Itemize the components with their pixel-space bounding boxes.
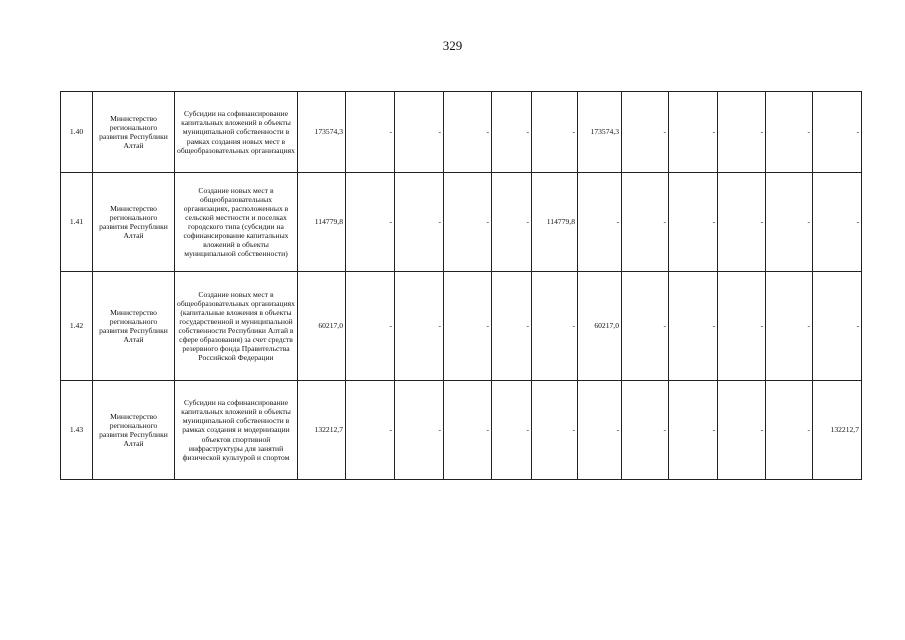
year-value-cell: 114779,8	[532, 173, 578, 272]
year-value-cell: 60217,0	[578, 272, 622, 381]
description-cell: Субсидии на софинансирование капитальных вложений в объекты муниципальной собственности в рамках создания и модернизации объектов спортивной инфраструктуры для занятий физической культурой и спортом	[175, 381, 298, 480]
row-number: 1.43	[61, 381, 93, 480]
description-cell: Создание новых мест в общеобразовательных организациях, расположенных в сельской местности и поселках городского типа (субсидии на софинансирование капитальных вложений в объекты муниципальной собственности)	[175, 173, 298, 272]
total-cell: 60217,0	[298, 272, 346, 381]
budget-table	[60, 91, 862, 480]
page-number: 329	[442, 38, 463, 53]
row-number: 1.41	[61, 173, 93, 272]
year-value-cell: -	[813, 272, 862, 381]
year-value-cell: -	[622, 92, 669, 173]
total-cell: 132212,7	[298, 381, 346, 480]
table-row	[61, 173, 862, 272]
year-value-cell: -	[346, 92, 395, 173]
year-value-cell: -	[532, 381, 578, 480]
year-value-cell: -	[669, 92, 718, 173]
total-cell: 114779,8	[298, 173, 346, 272]
year-value-cell: -	[718, 381, 766, 480]
year-value-cell: -	[718, 92, 766, 173]
organization-cell: Министерство регионального развития Республики Алтай	[93, 173, 175, 272]
organization-cell: Министерство регионального развития Республики Алтай	[93, 381, 175, 480]
year-value-cell: -	[766, 173, 813, 272]
year-value-cell: -	[444, 92, 492, 173]
year-value-cell: -	[718, 272, 766, 381]
table-row	[61, 272, 862, 381]
row-number: 1.42	[61, 272, 93, 381]
table-row	[61, 92, 862, 173]
year-value-cell: -	[532, 272, 578, 381]
year-value-cell: -	[346, 272, 395, 381]
description-cell: Субсидии на софинансирование капитальных вложений в объекты муниципальной собственности в рамках создания новых мест в общеобразовательных организациях	[175, 92, 298, 173]
year-value-cell: -	[578, 173, 622, 272]
year-value-cell: -	[346, 381, 395, 480]
organization-cell: Министерство регионального развития Республики Алтай	[93, 272, 175, 381]
year-value-cell: -	[395, 272, 444, 381]
year-value-cell: 132212,7	[813, 381, 862, 480]
year-value-cell: -	[813, 92, 862, 173]
year-value-cell: -	[669, 272, 718, 381]
year-value-cell: -	[492, 173, 532, 272]
year-value-cell: -	[766, 381, 813, 480]
year-value-cell: -	[444, 381, 492, 480]
year-value-cell: -	[444, 173, 492, 272]
year-value-cell: -	[444, 272, 492, 381]
year-value-cell: -	[622, 173, 669, 272]
year-value-cell: 173574,3	[578, 92, 622, 173]
year-value-cell: -	[395, 92, 444, 173]
year-value-cell: -	[766, 92, 813, 173]
year-value-cell: -	[718, 173, 766, 272]
year-value-cell: -	[669, 173, 718, 272]
organization-cell: Министерство регионального развития Республики Алтай	[93, 92, 175, 173]
year-value-cell: -	[622, 272, 669, 381]
year-value-cell: -	[346, 173, 395, 272]
table-row	[61, 381, 862, 480]
year-value-cell: -	[492, 381, 532, 480]
year-value-cell: -	[395, 381, 444, 480]
year-value-cell: -	[532, 92, 578, 173]
year-value-cell: -	[578, 381, 622, 480]
year-value-cell: -	[492, 272, 532, 381]
year-value-cell: -	[395, 173, 444, 272]
row-number: 1.40	[61, 92, 93, 173]
description-cell: Создание новых мест в общеобразовательных организациях (капитальные вложения в объекты государственной и муниципальной собственности Республики Алтай в сфере образования) за счет средств резервного фонда Правительства Российской Федерации	[175, 272, 298, 381]
year-value-cell: -	[622, 381, 669, 480]
year-value-cell: -	[492, 92, 532, 173]
year-value-cell: -	[766, 272, 813, 381]
total-cell: 173574,3	[298, 92, 346, 173]
year-value-cell: -	[669, 381, 718, 480]
year-value-cell: -	[813, 173, 862, 272]
